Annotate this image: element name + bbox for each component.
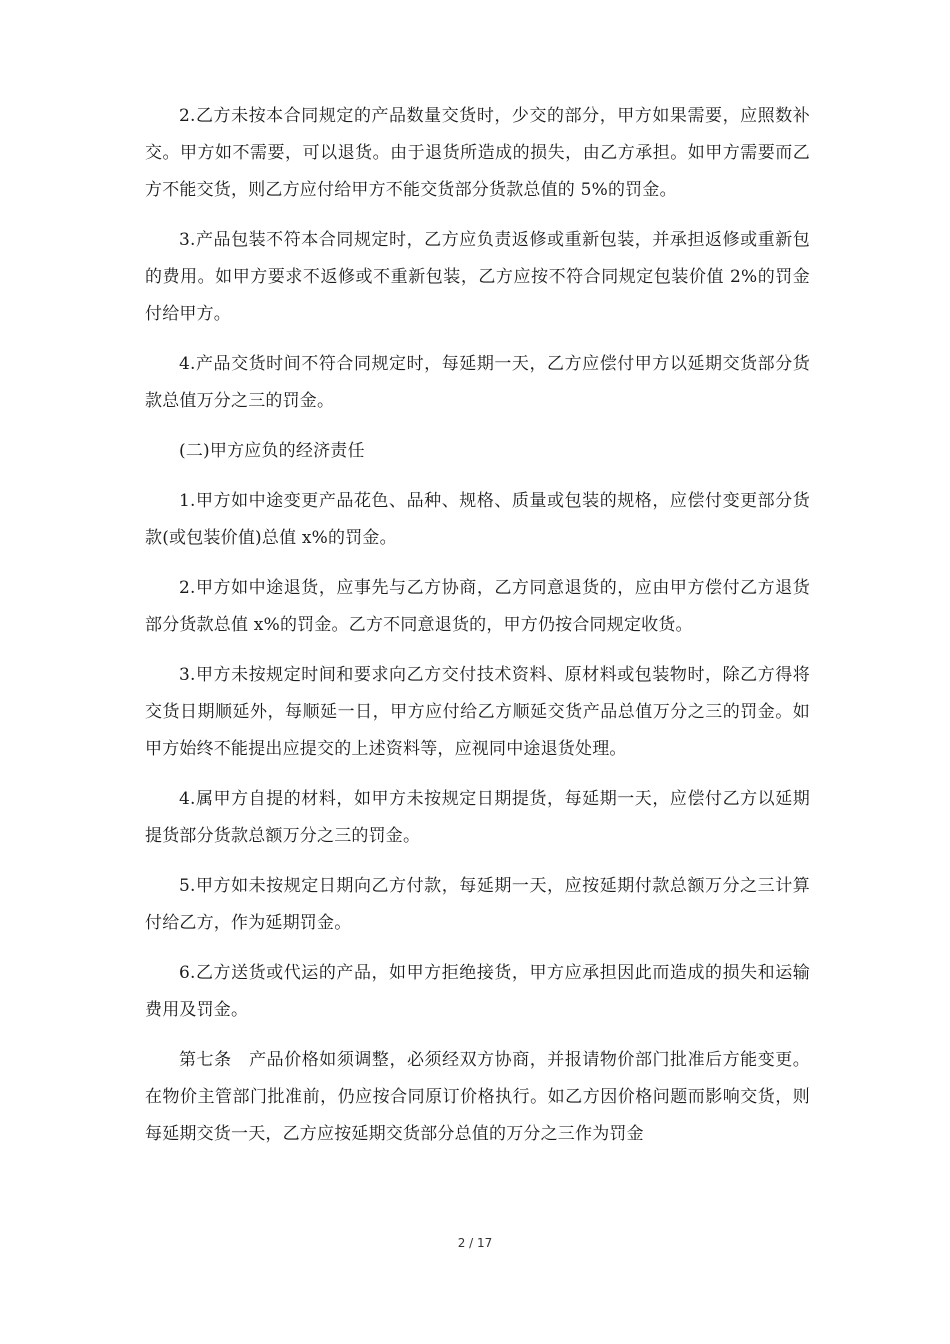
paragraph-refuse-delivery: 6.乙方送货或代运的产品，如甲方拒绝接货，甲方应承担因此而造成的损失和运输费用及罚金。 (145, 963, 810, 1020)
paragraph-quantity-shortfall: 2.乙方未按本合同规定的产品数量交货时，少交的部分，甲方如果需要，应照数补交。甲方如不需要，可以退货。由于退货所造成的损失，由乙方承担。如甲方需要而乙方不能交货，则乙方应付给甲方不能交货部分货款总值的 5%的罚金。 (145, 106, 810, 200)
page-number: 2 / 17 (457, 1236, 493, 1250)
paragraph-self-pickup: 4.属甲方自提的材料，如甲方未按规定日期提货，每延期一天，应偿付乙方以延期提货部分货款总额万分之三的罚金。 (145, 789, 810, 846)
section-heading-party-a-liability: (二)甲方应负的经济责任 (179, 441, 365, 461)
paragraph-change-spec: 1.甲方如中途变更产品花色、品种、规格、质量或包装的规格，应偿付变更部分货款(或包装价值)总值 x%的罚金。 (145, 491, 810, 548)
paragraph-packaging: 3.产品包装不符本合同规定时，乙方应负责返修或重新包装，并承担返修或重新包的费用。如甲方要求不返修或不重新包装，乙方应按不符合同规定包装价值 2%的罚金付给甲方。 (145, 230, 810, 324)
paragraph-delivery-delay: 4.产品交货时间不符合同规定时，每延期一天，乙方应偿付甲方以延期交货部分货款总值万分之三的罚金。 (145, 354, 810, 411)
paragraph-return-goods: 2.甲方如中途退货，应事先与乙方协商，乙方同意退货的，应由甲方偿付乙方退货部分货款总值 x%的罚金。乙方不同意退货的，甲方仍按合同规定收货。 (145, 578, 810, 635)
paragraph-late-payment: 5.甲方如未按规定日期向乙方付款，每延期一天，应按延期付款总额万分之三计算付给乙方，作为延期罚金。 (145, 876, 810, 933)
document-body (145, 98, 810, 1166)
paragraph-technical-materials: 3.甲方未按规定时间和要求向乙方交付技术资料、原材料或包装物时，除乙方得将交货日期顺延外，每顺延一日，甲方应付给乙方顺延交货产品总值万分之三的罚金。如甲方始终不能提出应提交的上述资料等，应视同中途退货处理。 (145, 665, 810, 759)
paragraph-article-seven: 第七条 产品价格如须调整，必须经双方协商，并报请物价部门批准后方能变更。在物价主管部门批准前，仍应按合同原订价格执行。如乙方因价格问题而影响交货，则每延期交货一天，乙方应按延期交货部分总值的万分之三作为罚金 (145, 1050, 810, 1144)
